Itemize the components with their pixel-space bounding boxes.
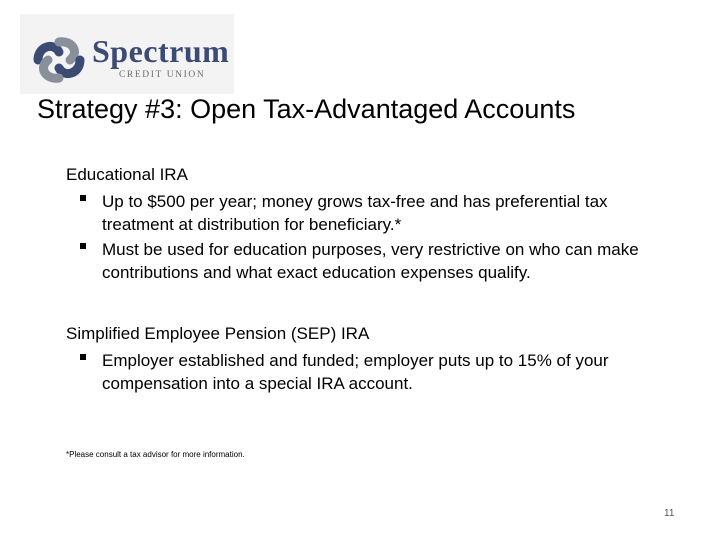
logo-wordmark: Spectrum <box>92 33 230 69</box>
square-bullet-icon <box>80 243 86 249</box>
page-number: 11 <box>664 508 675 519</box>
section-heading-educational-ira: Educational IRA <box>66 165 188 184</box>
footnote: *Please consult a tax advisor for more information. <box>66 450 245 459</box>
bullet-text: Employer established and funded; employer puts up to 15% of your compensation into a special IRA account. <box>102 351 609 393</box>
bullet-list <box>66 190 666 284</box>
bullet-list <box>66 349 666 395</box>
spectrum-logo <box>20 14 234 94</box>
logo-subtitle: CREDIT UNION <box>119 70 206 80</box>
bullet-text: Up to $500 per year; money grows tax-free and has preferential tax treatment at distribution for beneficiary.* <box>102 192 608 234</box>
slide-content <box>66 163 666 397</box>
list-item <box>66 349 666 395</box>
section-heading-sep-ira: Simplified Employee Pension (SEP) IRA <box>66 324 370 343</box>
knot-logo-icon <box>30 34 88 86</box>
list-item <box>66 238 666 284</box>
slide-title: Strategy #3: Open Tax-Advantaged Accounts <box>37 94 576 124</box>
list-item <box>66 190 666 236</box>
square-bullet-icon <box>80 354 86 360</box>
bullet-text: Must be used for education purposes, very restrictive on who can make contributions and what exact education expenses qualify. <box>102 240 639 282</box>
square-bullet-icon <box>80 195 86 201</box>
